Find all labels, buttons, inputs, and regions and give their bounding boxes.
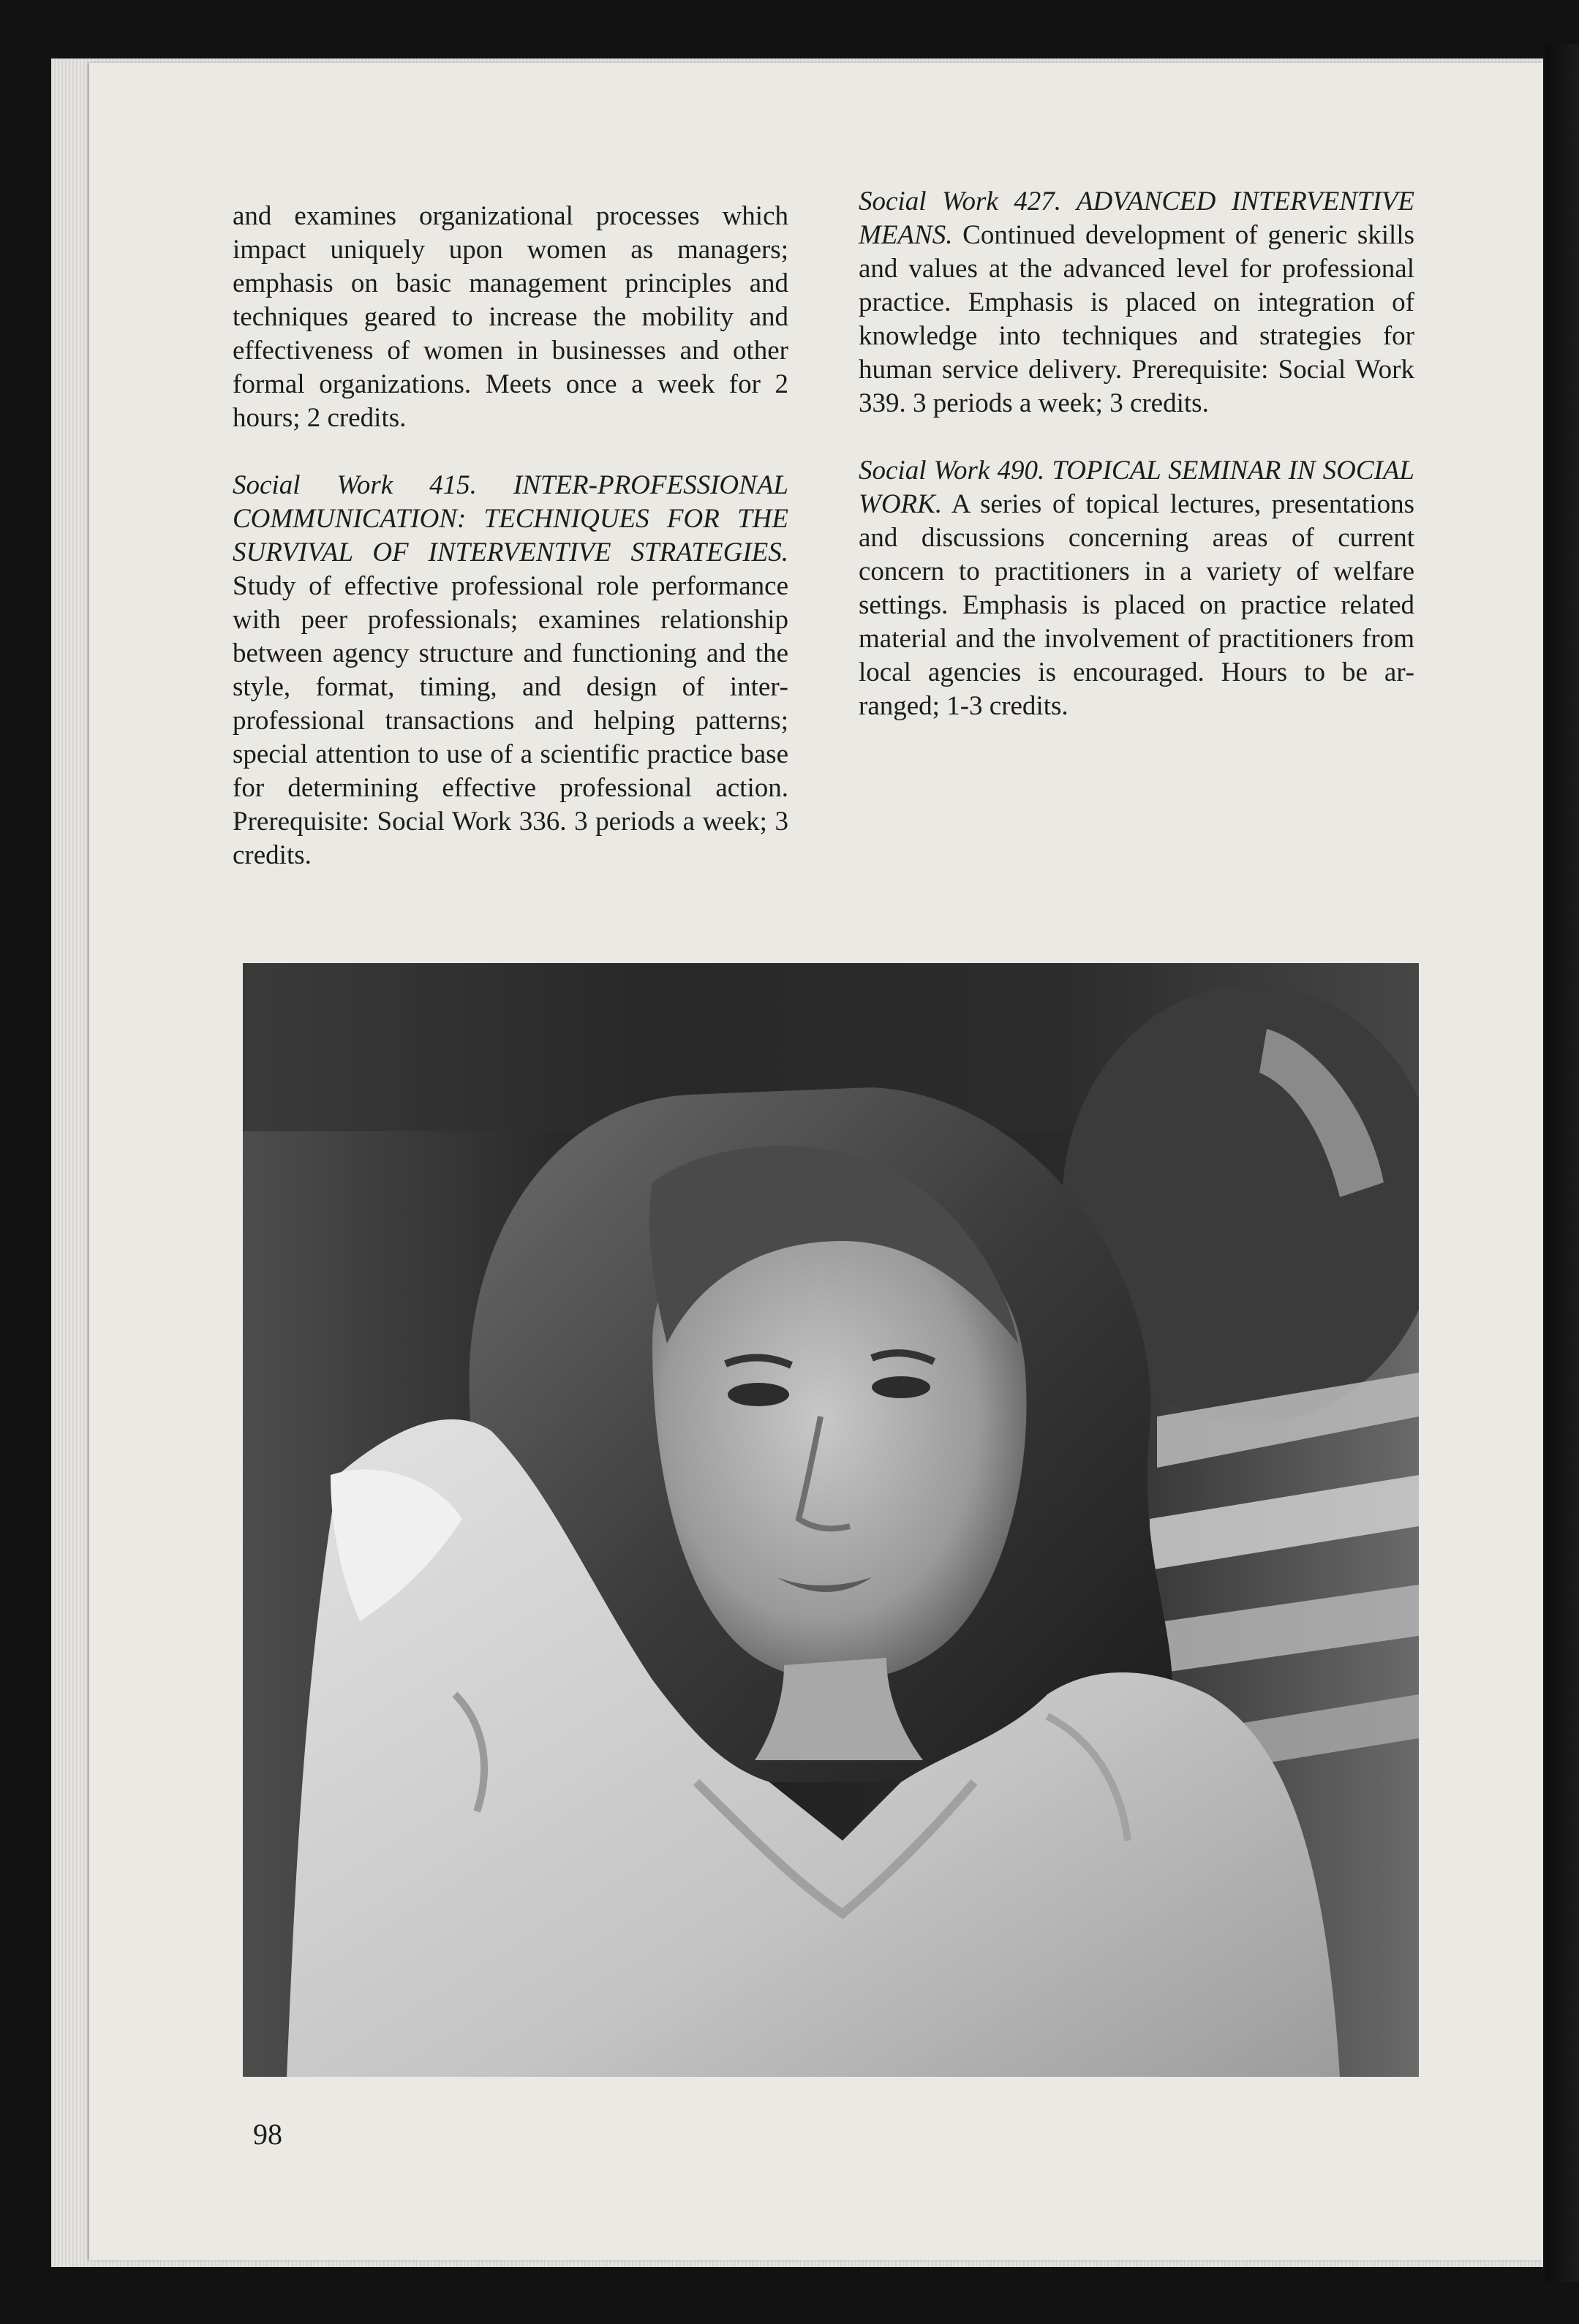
book-edge	[1545, 44, 1579, 2282]
photo-illustration	[243, 963, 1419, 2077]
course-entry-427	[859, 185, 1414, 420]
continuation-paragraph: and examines organizational processes which impact uniquely upon women as managers; emphasis on basic management principles and techniques geared to increase the mobility and effectiveness of women in businesses and other formal organizations. Meets once a week for 2 hours; 2 credits.	[233, 201, 788, 433]
course-title-415: Social Work 415. INTER-PROFESSIONAL COMMUNICATION: TECHNIQUES FOR THE SURVIVAL OF INTERVENTIVE STRATEGIES.	[233, 470, 788, 567]
right-column	[859, 185, 1414, 757]
course-title-490: Social Work 490. TOPICAL SEMINAR IN SOCIAL WORK.	[859, 456, 1414, 519]
course-description-415: Study of effective professional role performance with peer professionals; examines relationship between agency structure and functioning and the style, format, timing, and design of interprofessional transactions and helping patterns; special attention to use of a scientific practice base for determining effective professional action. Prerequisite: Social Work 336. 3 periods a week; 3 credits.	[233, 571, 788, 870]
course-description-427: Continued development of generic skills and values at the advanced level for professional practice. Emphasis is placed on integration of knowledge into techniques and strategies for human service delivery. Prerequisite: Social Work 339. 3 periods a week; 3 credits.	[859, 220, 1415, 418]
left-column	[233, 200, 788, 906]
course-description-490: A series of topical lectures, presentations and discussions concerning areas of current concern to practitioners in a variety of welfare settings. Emphasis is placed on practice related material and the involvement of practitioners from local agencies is encouraged. Hours to be arranged; 1-3 credits.	[859, 489, 1415, 721]
course-title-427: Social Work 427. ADVANCED INTERVENTIVE MEANS.	[859, 186, 1414, 250]
page-number: 98	[253, 2118, 282, 2151]
course-entry-415	[233, 469, 788, 872]
portrait-photo-icon	[243, 963, 1419, 2077]
course-entry-490	[859, 454, 1414, 723]
